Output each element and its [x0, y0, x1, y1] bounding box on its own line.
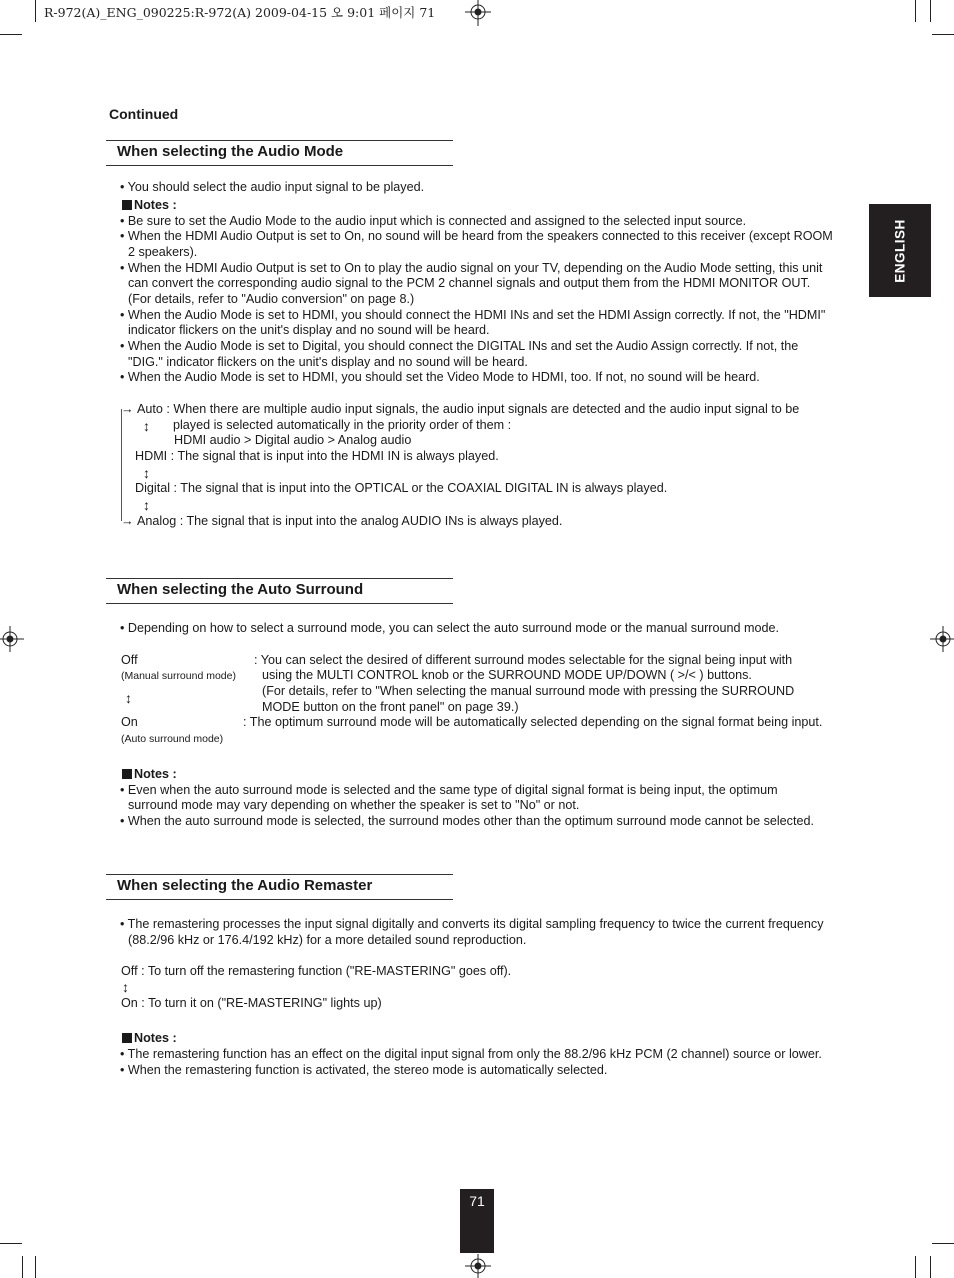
remaster-off: Off : To turn off the remastering function ("RE-MASTERING" goes off). — [121, 964, 512, 978]
cycle-arrow-bottom: → — [121, 514, 134, 528]
section-heading-audio-mode — [106, 140, 453, 166]
surround-off-label: Off — [121, 653, 138, 667]
note-line: • When the Audio Mode is set to HDMI, you should connect the HDMI INs and set the HDMI Assign correctly. If not, the "HDMI" — [120, 308, 826, 322]
printer-slug: R-972(A)_ENG_090225:R-972(A) 2009-04-15 오 9:01 페이지 71 — [44, 5, 436, 20]
cycle-digital: Digital : The signal that is input into the OPTICAL or the COAXIAL DIGITAL IN is always played. — [135, 481, 668, 495]
cycle-arrow-icon: ↕ — [143, 465, 150, 481]
audio-mode-notes-label: Notes : — [122, 197, 177, 213]
surround-off-desc: : You can select the desired of different surround modes selectable for the signal being input with — [254, 653, 793, 667]
remaster-on: On : To turn it on ("RE-MASTERING" lights up) — [121, 996, 382, 1010]
registration-mark-left — [0, 626, 24, 652]
page-number: 71 — [469, 1193, 485, 1209]
note-line: • When the Audio Mode is set to HDMI, you should set the Video Mode to HDMI, too. If not, no sound will be heard. — [120, 370, 760, 384]
surround-off-desc: MODE button on the front panel" on page 39.) — [262, 700, 519, 714]
section-title: When selecting the Audio Mode — [117, 143, 344, 160]
cycle-bracket — [121, 409, 122, 521]
note-line: indicator flickers on the unit's display and no sound will be heard. — [128, 323, 490, 337]
note-line: • When the Audio Mode is set to Digital, you should connect the DIGITAL INs and set the Audio Assign correctly. If not, the — [120, 339, 799, 353]
surround-off-desc: (For details, refer to "When selecting the manual surround mode with pressing the SURROUND — [262, 684, 795, 698]
note-line: 2 speakers). — [128, 245, 198, 259]
remaster-intro-cont: (88.2/96 kHz or 176.4/192 kHz) for a more detailed sound reproduction. — [128, 933, 527, 947]
cycle-analog: Analog : The signal that is input into the analog AUDIO INs is always played. — [137, 514, 563, 528]
cycle-arrow-top: → — [121, 402, 134, 416]
note-line: • The remastering function has an effect on the digital input signal from only the 88.2/96 kHz PCM (2 channel) source or lower. — [120, 1047, 822, 1061]
auto-surround-intro: • Depending on how to select a surround mode, you can select the auto surround mode or the manual surround mode. — [120, 621, 779, 635]
surround-off-desc: using the MULTI CONTROL knob or the SURROUND MODE UP/DOWN ( >/< ) buttons. — [262, 668, 752, 682]
continued-label: Continued — [109, 106, 179, 122]
cycle-auto-priority: HDMI audio > Digital audio > Analog audio — [174, 433, 412, 447]
note-line: (For details, refer to "Audio conversion" on page 8.) — [128, 292, 415, 306]
surround-on-label: On — [121, 715, 138, 729]
note-line: • Be sure to set the Audio Mode to the audio input which is connected and assigned to the selected input source. — [120, 214, 747, 228]
cycle-arrow-icon: ↕ — [122, 979, 129, 995]
note-line: • When the HDMI Audio Output is set to On, no sound will be heard from the speakers connected to this receiver (except ROOM — [120, 229, 833, 243]
cycle-arrow-icon: ↕ — [143, 497, 150, 513]
surround-on-desc: : The optimum surround mode will be automatically selected depending on the signal format being input. — [243, 715, 823, 729]
note-line: • Even when the auto surround mode is selected and the same type of digital signal format is being input, the optimum — [120, 783, 778, 797]
cycle-arrow-icon: ↕ — [143, 418, 150, 434]
audio-mode-intro: • You should select the audio input signal to be played. — [120, 180, 425, 194]
auto-surround-notes-label: Notes : — [122, 766, 177, 782]
note-line: • When the remastering function is activated, the stereo mode is automatically selected. — [120, 1063, 608, 1077]
registration-mark-top — [463, 0, 493, 26]
remaster-notes-label: Notes : — [122, 1030, 177, 1046]
surround-off-sublabel: (Manual surround mode) — [121, 670, 236, 682]
note-line: "DIG." indicator flickers on the unit's display and no sound will be heard. — [128, 355, 528, 369]
cycle-arrow-icon: ↕ — [125, 690, 132, 706]
registration-mark-right — [930, 626, 954, 652]
language-tab — [869, 204, 931, 297]
note-line: • When the HDMI Audio Output is set to On to play the audio signal on your TV, depending on the Audio Mode setting, this unit — [120, 261, 823, 275]
cycle-hdmi: HDMI : The signal that is input into the HDMI IN is always played. — [135, 449, 499, 463]
registration-mark-bottom — [463, 1254, 493, 1278]
cycle-auto-cont: played is selected automatically in the priority order of them : — [173, 418, 512, 432]
note-line: • When the auto surround mode is selected, the surround modes other than the optimum surround mode cannot be selected. — [120, 814, 814, 828]
cycle-auto: Auto : When there are multiple audio input signals, the audio input signals are detected and the audio input signal to be — [137, 402, 800, 416]
page-number-box — [460, 1189, 494, 1253]
section-heading-auto-surround — [106, 578, 453, 604]
language-tab-label: ENGLISH — [892, 218, 908, 283]
note-line: surround mode may vary depending on whether the speaker is set to "No" or not. — [128, 798, 580, 812]
note-line: can convert the corresponding audio signal to the PCM 2 channel signals and output them from the HDMI MONITOR OUT. — [128, 276, 811, 290]
section-heading-audio-remaster — [106, 874, 453, 900]
surround-on-sublabel: (Auto surround mode) — [121, 733, 224, 745]
section-title: When selecting the Audio Remaster — [117, 877, 373, 894]
section-title: When selecting the Auto Surround — [117, 581, 364, 598]
remaster-intro: • The remastering processes the input signal digitally and converts its digital sampling frequency to twice the current frequency — [120, 917, 824, 931]
